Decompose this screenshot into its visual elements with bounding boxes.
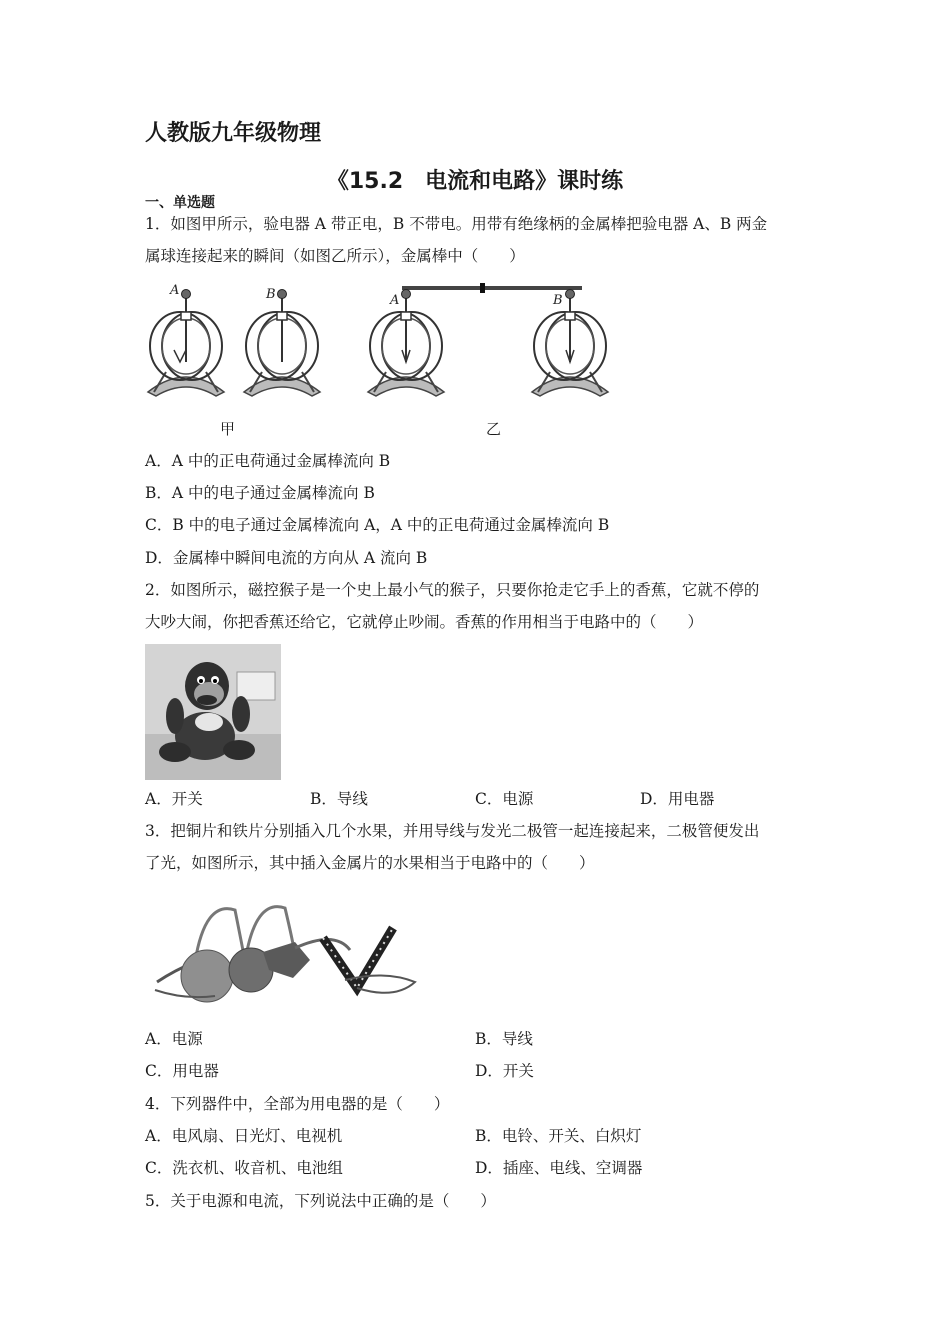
publisher-header: 人教版九年级物理 <box>145 121 322 146</box>
q4-option-d: D．插座、电线、空调器 <box>475 1159 643 1177</box>
q1-stem-line-1: 1．如图甲所示，验电器 A 带正电，B 不带电。用带有绝缘柄的金属棒把验电器 A、B 两金 <box>145 215 768 233</box>
q1-option-a: A．A 中的正电荷通过金属棒流向 B <box>145 452 391 470</box>
label-a-left: A <box>170 283 180 298</box>
q1-option-b: B．A 中的电子通过金属棒流向 B <box>145 484 375 502</box>
q3-option-c: C．用电器 <box>145 1062 219 1080</box>
q4-stem: 4．下列器件中，全部为用电器的是（ ） <box>145 1095 450 1113</box>
q2-option-a: A．开关 <box>145 790 203 808</box>
label-a-right: A <box>390 293 400 308</box>
electroscope-a-left <box>148 290 224 397</box>
caption-yi: 乙 <box>486 420 502 438</box>
section-heading: 一、单选题 <box>145 195 215 211</box>
q5-stem: 5．关于电源和电流，下列说法中正确的是（ ） <box>145 1192 496 1210</box>
q4-option-c: C．洗衣机、收音机、电池组 <box>145 1159 343 1177</box>
q2-option-b: B．导线 <box>310 790 368 808</box>
q1-stem-line-2: 属球连接起来的瞬间（如图乙所示），金属棒中（ ） <box>145 247 525 265</box>
monkey-toy-photo <box>145 644 281 780</box>
q4-option-a: A．电风扇、日光灯、电视机 <box>145 1127 343 1145</box>
q2-stem-line-2: 大吵大闹，你把香蕉还给它，它就停止吵闹。香蕉的作用相当于电路中的（ ） <box>145 613 704 631</box>
q2-option-d: D．用电器 <box>640 790 715 808</box>
label-b-right: B <box>553 293 563 308</box>
caption-jia: 甲 <box>220 420 236 438</box>
q3-stem-line-2: 了光，如图所示，其中插入金属片的水果相当于电路中的（ ） <box>145 854 595 872</box>
q3-option-a: A．电源 <box>145 1030 203 1048</box>
q4-option-b: B．电铃、开关、白炽灯 <box>475 1127 642 1145</box>
q3-stem-line-1: 3．把铜片和铁片分别插入几个水果，并用导线与发光二极管一起连接起来，二极管便发出 <box>145 822 760 840</box>
q3-option-d: D．开关 <box>475 1062 534 1080</box>
electroscope-figure <box>140 280 610 440</box>
electroscope-a-right <box>368 290 444 397</box>
q3-option-b: B．导线 <box>475 1030 533 1048</box>
electroscope-b-left <box>244 290 320 397</box>
q2-stem-line-1: 2．如图所示，磁控猴子是一个史上最小气的猴子，只要你抢走它手上的香蕉，它就不停的 <box>145 581 760 599</box>
fruit-battery-figure <box>145 890 420 1005</box>
document-title: 《15.2 电流和电路》课时练 <box>326 169 624 194</box>
q1-option-c: C．B 中的电子通过金属棒流向 A，A 中的正电荷通过金属棒流向 B <box>145 516 610 534</box>
electroscope-b-right <box>532 290 608 397</box>
metal-bar <box>402 286 582 290</box>
q2-option-c: C．电源 <box>475 790 534 808</box>
label-b-left: B <box>266 287 276 302</box>
q1-option-d: D．金属棒中瞬间电流的方向从 A 流向 B <box>145 549 428 567</box>
